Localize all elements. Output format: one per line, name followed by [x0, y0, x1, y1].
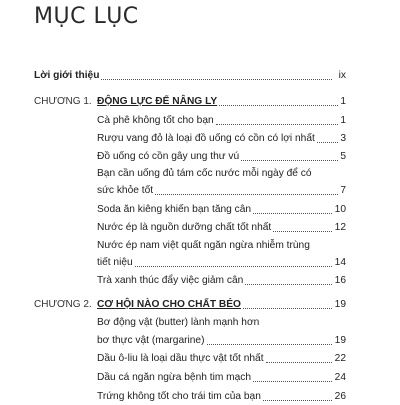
toc-entry[interactable] [0, 68, 400, 84]
toc-entry[interactable] [0, 351, 400, 367]
toc-entry[interactable] [0, 273, 400, 289]
page-number: 19 [334, 335, 346, 346]
leader-dots [219, 105, 338, 106]
toc-entry[interactable] [0, 315, 400, 331]
toc-entry[interactable] [0, 183, 400, 199]
leader-dots [243, 308, 332, 309]
toc-entry-label: Lời giới thiệu [34, 70, 100, 81]
page-title: MỤC LỤC [34, 4, 139, 29]
toc-entry-label: Cà phê không tốt cho bạn [97, 115, 214, 126]
toc-entry-label: sức khỏe tốt [97, 185, 154, 196]
toc-entry[interactable] [0, 370, 400, 386]
toc-entry-label: Bạn cần uống đủ tám cốc nước mỗi ngày để có [97, 168, 312, 179]
leader-dots [101, 79, 332, 80]
toc-entry[interactable] [0, 220, 400, 236]
toc-entry-label: Nước ép nam việt quất ngăn ngừa nhiễm trùng [97, 240, 310, 251]
toc-entry-label: CƠ HỘI NÀO CHO CHẤT BÉO [97, 299, 241, 310]
toc-entry[interactable] [0, 333, 400, 349]
toc-entry-label: Trứng không tốt cho trái tim của bạn [97, 391, 261, 402]
toc-entry-label: Dầu ô-liu là loại dầu thực vật tốt nhất [97, 353, 264, 364]
leader-dots [317, 142, 338, 143]
page-number: 14 [334, 257, 346, 268]
page-number: 19 [334, 299, 346, 310]
toc-entry-label: bơ thực vật (margarine) [97, 335, 205, 346]
toc-entry-label: Nước ép là nguồn dưỡng chất tốt nhất [97, 222, 272, 233]
page-number: 24 [334, 372, 346, 383]
toc-entry[interactable] [0, 94, 400, 110]
toc-entry[interactable] [0, 202, 400, 218]
page-number: 10 [334, 204, 346, 215]
page-number: 26 [334, 391, 346, 402]
toc-entry-label: tiết niệu [97, 257, 133, 268]
leader-dots [216, 124, 338, 125]
page-number: 22 [334, 353, 346, 364]
chapter-number: CHƯƠNG 1. [34, 96, 92, 107]
page-number: ix [338, 70, 346, 81]
toc-entry[interactable] [0, 149, 400, 165]
toc-entry-label: Đồ uống có cồn gây ung thư vú [97, 151, 240, 162]
leader-dots [266, 362, 332, 363]
toc-entry[interactable] [0, 113, 400, 129]
toc-entry-label: Dầu cá ngăn ngừa bệnh tim mạch [97, 372, 252, 383]
page-number: 3 [340, 133, 346, 144]
toc-entry[interactable] [0, 389, 400, 405]
leader-dots [241, 160, 338, 161]
leader-dots [253, 381, 332, 382]
page-number: 1 [340, 115, 346, 126]
leader-dots [207, 344, 332, 345]
toc-entry[interactable] [0, 131, 400, 147]
toc-entry-label: ĐỘNG LỰC ĐỂ NÂNG LY [97, 96, 218, 107]
toc-entry[interactable] [0, 297, 400, 313]
toc-entry[interactable] [0, 255, 400, 271]
leader-dots [155, 194, 338, 195]
page-number: 12 [334, 222, 346, 233]
leader-dots [253, 213, 332, 214]
leader-dots [273, 231, 332, 232]
toc-entry-label: Trà xanh thúc đẩy việc giảm cân [97, 275, 244, 286]
chapter-number: CHƯƠNG 2. [34, 299, 92, 310]
page-number: 16 [334, 275, 346, 286]
toc-entry-label: Bơ động vật (butter) lành mạnh hơn [97, 317, 260, 328]
toc-entry-label: Soda ăn kiêng khiến bạn tăng cân [97, 204, 252, 215]
page-number: 1 [340, 96, 346, 107]
page-number: 7 [340, 185, 346, 196]
leader-dots [245, 284, 332, 285]
page-number: 5 [340, 151, 346, 162]
leader-dots [135, 266, 332, 267]
toc-entry-label: Rượu vang đỏ là loại đồ uống có cồn có lợi nhất [97, 133, 315, 144]
toc-entry[interactable] [0, 238, 400, 254]
toc-entry[interactable] [0, 166, 400, 182]
leader-dots [263, 400, 332, 401]
